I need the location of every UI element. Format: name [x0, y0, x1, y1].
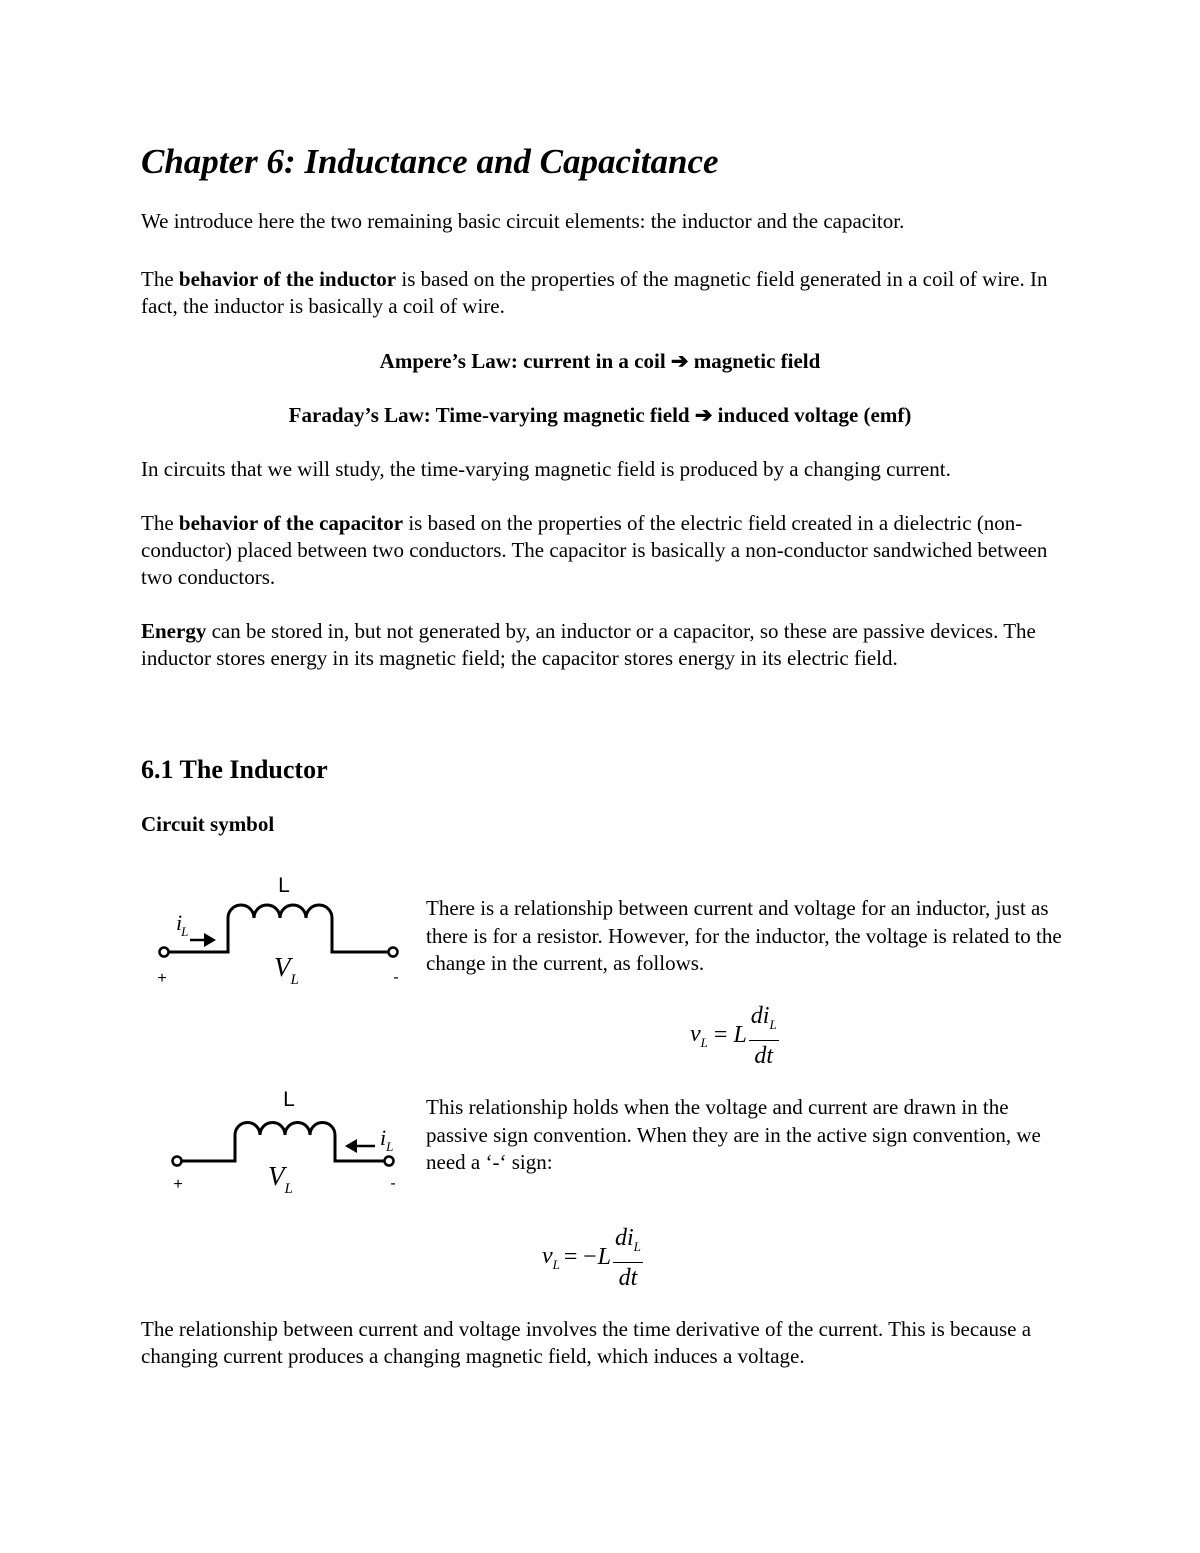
capacitor-bold: behavior of the capacitor — [178, 511, 404, 535]
faradays-law: Faraday’s Law: Time-varying magnetic field ➔ induced voltage (emf) — [288, 403, 912, 427]
inductor-label: L — [283, 1088, 295, 1111]
plus-sign: + — [157, 970, 167, 987]
closing-paragraph: The relationship between current and voltage involves the time derivative of the current. This is because a changing current produces a changing magnetic field, which induces a voltage. — [141, 1317, 1032, 1368]
eq2-denominator: dt — [618, 1264, 638, 1291]
inductor-bold: behavior of the inductor — [178, 267, 397, 291]
eq1-equals: = — [713, 1022, 728, 1049]
eq1-numerator: $di_L$ — [749, 1003, 779, 1041]
eq2-numerator: $di_L$ — [613, 1225, 643, 1263]
current-label — [380, 1125, 393, 1154]
current-label — [176, 910, 188, 939]
terminal-right — [389, 948, 398, 957]
equation-passive — [690, 1003, 781, 1069]
section-title: 6.1 The Inductor — [141, 755, 328, 784]
energy-paragraph — [141, 618, 1061, 672]
voltage-symbol: V — [268, 1161, 285, 1191]
relation-text: There is a relationship between current and voltage for an inductor, just as there is for a resistor. However, for the inductor, the voltage is related to the change in the current, as follows. — [426, 896, 1062, 975]
inductor-circuit-active — [165, 1082, 425, 1212]
circuits-paragraph: In circuits that we will study, the time-varying magnetic field is produced by a changing current. — [141, 457, 951, 481]
eq1-denominator: dt — [754, 1042, 774, 1069]
subsection-title: Circuit symbol — [141, 812, 275, 836]
inductor-coil — [169, 905, 389, 952]
inductor-lead: The — [141, 267, 179, 291]
current-arrowhead — [345, 1139, 357, 1153]
terminal-left — [160, 948, 169, 957]
capacitor-paragraph — [141, 510, 1061, 591]
voltage-subscript: L — [290, 972, 299, 988]
voltage-subscript: L — [284, 1181, 293, 1197]
capacitor-lead: The — [141, 511, 179, 535]
current-symbol: i — [380, 1125, 387, 1150]
current-subscript: L — [386, 1139, 394, 1154]
voltage-label — [274, 952, 299, 988]
chapter-title: Chapter 6: Inductance and Capacitance — [141, 142, 719, 181]
voltage-label — [268, 1161, 293, 1197]
terminal-left — [173, 1157, 182, 1166]
inductor-rest: is based on the properties of the magnetic field generated in a coil of wire. In fact, the inductor is basically a coil of wire. — [141, 267, 1048, 318]
inductor-label: L — [278, 874, 290, 897]
current-arrowhead — [204, 933, 216, 947]
intro-paragraph: We introduce here the two remaining basic circuit elements: the inductor and the capacitor. — [141, 209, 905, 233]
minus-sign: - — [390, 1175, 396, 1192]
eq1-coeff: L — [733, 1022, 747, 1049]
current-symbol: i — [176, 910, 183, 935]
eq1-lhs: $v_L$ — [690, 1021, 708, 1050]
current-subscript: L — [181, 924, 189, 939]
passive-text: This relationship holds when the voltage and current are drawn in the passive sign convention. When they are in the active sign convention, we need a ‘-‘ sign: — [426, 1095, 1041, 1174]
amperes-law: Ampere’s Law: current in a coil ➔ magnetic field — [379, 349, 821, 373]
terminal-right — [385, 1157, 394, 1166]
eq1-fraction — [749, 1003, 779, 1069]
eq2-fraction — [613, 1225, 643, 1291]
minus-sign: - — [393, 969, 399, 986]
energy-bold: Energy — [141, 619, 207, 643]
eq2-coeff: −L — [581, 1244, 611, 1271]
inductor-paragraph — [141, 266, 1061, 320]
inductor-circuit-passive — [150, 868, 410, 998]
eq2-lhs: $v_L$ — [542, 1243, 560, 1272]
eq2-equals: = — [563, 1244, 578, 1271]
equation-active — [542, 1225, 645, 1291]
voltage-symbol: V — [274, 952, 291, 982]
plus-sign: + — [173, 1176, 183, 1193]
capacitor-rest: is based on the properties of the electric field created in a dielectric (non-conductor) placed between two conductors. The capacitor is basically a non-conductor sandwiched between two conductors. — [141, 511, 1048, 589]
energy-rest: can be stored in, but not generated by, an inductor or a capacitor, so these are passive devices. The inductor stores energy in its magnetic field; the capacitor stores energy in its electric field. — [141, 619, 1036, 670]
